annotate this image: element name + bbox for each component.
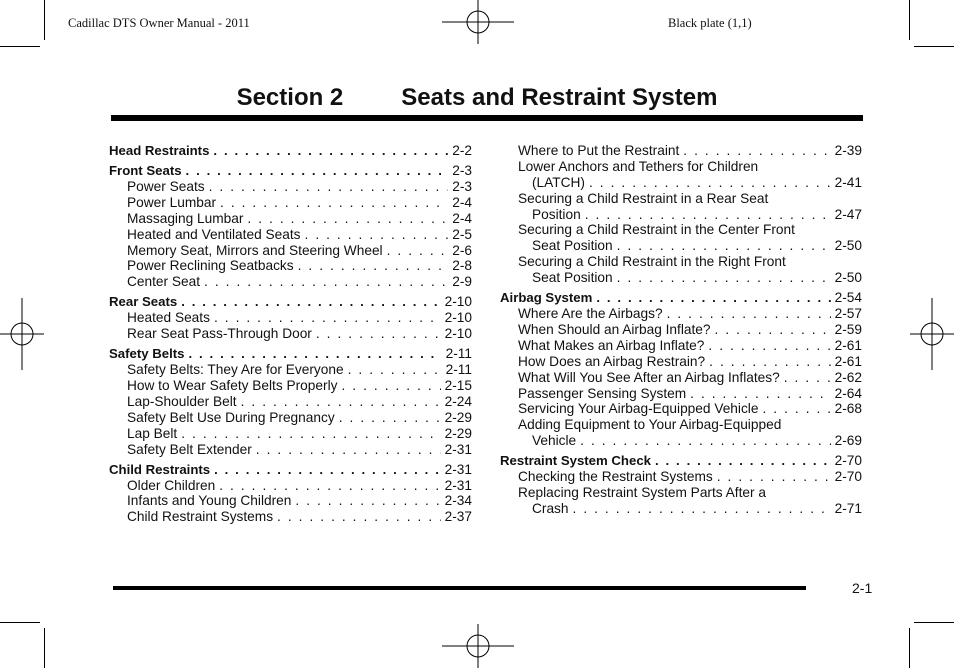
toc-entry[interactable] [109, 294, 472, 310]
toc-leader-dots [596, 290, 830, 306]
toc-leader-dots [219, 478, 440, 494]
toc-entry-page: 2-54 [834, 290, 862, 306]
toc-entry[interactable] [500, 254, 862, 270]
toc-entry-page: 2-71 [834, 500, 862, 516]
toc-entry-title: Rear Seats [109, 294, 178, 310]
toc-entry[interactable] [500, 453, 862, 469]
toc-entry-title: Safety Belts [109, 346, 185, 362]
toc-entry[interactable] [109, 410, 472, 426]
toc-leader-dots [585, 207, 831, 223]
toc-entry[interactable] [109, 211, 472, 227]
toc-entry-page: 2-29 [444, 425, 472, 441]
toc-entry-page: 2-31 [444, 441, 472, 457]
toc-leader-dots [241, 394, 441, 410]
toc-entry[interactable] [109, 442, 472, 458]
toc-entry[interactable] [500, 433, 862, 449]
section-name: Seats and Restraint System [401, 84, 718, 111]
toc-leader-dots [181, 294, 440, 310]
toc-entry-title: Airbag System [500, 290, 593, 306]
toc-entry[interactable] [109, 426, 472, 442]
toc-entry-page: 2-62 [834, 369, 862, 385]
toc-entry[interactable] [109, 227, 472, 243]
toc-entry-page: 2-4 [452, 194, 472, 210]
toc-entry-title: Replacing Restraint System Parts After a [518, 485, 766, 501]
toc-leader-dots [655, 453, 831, 469]
toc-entry-page: 2-50 [834, 270, 862, 286]
toc-entry-page: 2-69 [834, 433, 862, 449]
toc-entry-page: 2-31 [444, 461, 472, 477]
registration-mark-left-icon [0, 298, 46, 370]
toc-entry-title: Lap Belt [127, 425, 178, 441]
toc-entry-page: 2-50 [834, 238, 862, 254]
toc-entry-page: 2-34 [444, 493, 472, 509]
toc-leader-dots [709, 354, 830, 370]
toc-entry-title: Where to Put the Restraint [518, 143, 680, 158]
toc-entry-title: Front Seats [109, 163, 182, 179]
toc-leader-dots [589, 175, 831, 191]
toc-leader-dots [204, 274, 448, 290]
toc-entry[interactable] [500, 338, 862, 354]
toc-leader-dots [617, 270, 831, 286]
toc-column-left [109, 143, 472, 525]
toc-entry[interactable] [109, 163, 472, 179]
toc-leader-dots [387, 243, 449, 259]
toc-entry[interactable] [109, 509, 472, 525]
toc-entry[interactable] [500, 386, 862, 402]
toc-entry-title: Seat Position [532, 270, 613, 286]
toc-entry-page: 2-10 [444, 294, 472, 310]
toc-leader-dots [214, 462, 440, 478]
toc-entry-page: 2-3 [452, 178, 472, 194]
registration-mark-right-icon [908, 298, 954, 370]
toc-entry-page: 2-70 [834, 469, 862, 485]
toc-entry-page: 2-39 [834, 143, 862, 158]
toc-entry[interactable] [500, 354, 862, 370]
toc-entry[interactable] [500, 401, 862, 417]
toc-entry-title: Securing a Child Restraint in the Center Front [518, 222, 795, 238]
toc-entry[interactable] [500, 159, 862, 175]
toc-leader-dots [708, 338, 830, 354]
toc-entry-title: What Will You See After an Airbag Inflates? [518, 369, 780, 385]
toc-entry[interactable] [500, 306, 862, 322]
registration-mark-bottom-icon [442, 622, 514, 668]
toc-entry[interactable] [500, 290, 862, 306]
toc-entry-title: What Makes an Airbag Inflate? [518, 337, 705, 353]
toc-entry-title: Lap-Shoulder Belt [127, 393, 237, 409]
toc-column-right [500, 143, 862, 517]
toc-entry-page: 2-29 [444, 409, 472, 425]
toc-entry[interactable] [500, 501, 862, 517]
crop-mark-bottom-right-horizontal [914, 622, 954, 623]
toc-entry-title: Head Restraints [109, 143, 210, 158]
title-rule [111, 115, 863, 121]
toc-entry-title: Securing a Child Restraint in the Right Front [518, 254, 786, 270]
toc-entry-page: 2-57 [834, 306, 862, 322]
toc-entry-title: Where Are the Airbags? [518, 306, 663, 322]
toc-entry-page: 2-6 [452, 242, 472, 258]
toc-entry-page: 2-15 [444, 378, 472, 394]
toc-entry-page: 2-9 [452, 274, 472, 290]
toc-leader-dots [256, 442, 441, 458]
toc-leader-dots [573, 501, 831, 517]
section-number: Section 2 [236, 84, 344, 111]
toc-entry-page: 2-64 [834, 385, 862, 401]
toc-entry-title: Servicing Your Airbag-Equipped Vehicle [518, 401, 759, 417]
crop-mark-top-right-horizontal [914, 46, 954, 47]
crop-mark-bottom-left-vertical [44, 628, 45, 668]
toc-leader-dots [715, 322, 831, 338]
crop-mark-bottom-left-horizontal [0, 622, 40, 623]
toc-entry-page: 2-31 [444, 477, 472, 493]
toc-entry[interactable] [109, 274, 472, 290]
toc-entry-title: Child Restraint Systems [127, 509, 274, 525]
toc-entry-title: Safety Belt Use During Pregnancy [127, 409, 335, 425]
toc-leader-dots [213, 143, 448, 159]
toc-leader-dots [339, 410, 441, 426]
toc-entry-title: Heated Seats [127, 310, 210, 326]
toc-entry[interactable] [500, 143, 862, 159]
section-title [0, 84, 954, 112]
footer-rule [113, 586, 806, 590]
toc-entry-page: 2-11 [445, 346, 472, 362]
toc-entry[interactable] [109, 326, 472, 342]
toc-entry-title: Infants and Young Children [127, 493, 292, 509]
toc-entry[interactable] [500, 191, 862, 207]
toc-entry[interactable] [109, 243, 472, 259]
toc-entry[interactable] [109, 310, 472, 326]
toc-entry-title: Memory Seat, Mirrors and Steering Wheel [127, 242, 383, 258]
toc-entry-title: (LATCH) [532, 174, 585, 190]
toc-entry-title: Rear Seat Pass-Through Door [127, 326, 312, 342]
toc-entry[interactable] [109, 394, 472, 410]
toc-entry-title: Safety Belts: They Are for Everyone [127, 362, 344, 378]
toc-entry-page: 2-3 [452, 163, 472, 179]
toc-entry-title: Crash [532, 500, 569, 516]
toc-entry-title: Power Lumbar [127, 194, 217, 210]
toc-entry[interactable] [500, 238, 862, 254]
toc-entry-page: 2-61 [834, 337, 862, 353]
toc-entry-title: Power Reclining Seatbacks [127, 258, 294, 274]
toc-entry-title: Heated and Ventilated Seats [127, 226, 301, 242]
crop-mark-top-left-horizontal [0, 46, 40, 47]
toc-entry-title: Safety Belt Extender [127, 441, 252, 457]
toc-entry-page: 2-24 [444, 393, 472, 409]
toc-leader-dots [580, 433, 830, 449]
toc-entry[interactable] [500, 207, 862, 223]
toc-entry-page: 2-37 [444, 509, 472, 525]
toc-entry[interactable] [109, 493, 472, 509]
toc-entry[interactable] [109, 258, 472, 274]
toc-leader-dots [220, 195, 448, 211]
toc-entry-title: Lower Anchors and Tethers for Children [518, 158, 759, 174]
toc-entry[interactable] [109, 346, 472, 362]
toc-entry-title: Restraint System Check [500, 453, 651, 469]
toc-entry-page: 2-8 [452, 258, 472, 274]
toc-entry[interactable] [500, 222, 862, 238]
toc-entry-title: Older Children [127, 477, 216, 493]
toc-leader-dots [277, 509, 441, 525]
toc-entry-page: 2-68 [834, 401, 862, 417]
toc-leader-dots [189, 346, 442, 362]
toc-entry-title: Massaging Lumbar [127, 210, 244, 226]
toc-entry[interactable] [500, 322, 862, 338]
toc-leader-dots [209, 179, 449, 195]
toc-entry-title: How Does an Airbag Restrain? [518, 353, 706, 369]
toc-entry[interactable] [109, 378, 472, 394]
toc-leader-dots [762, 401, 830, 417]
toc-entry-title: Checking the Restraint Systems [518, 469, 713, 485]
toc-entry[interactable] [500, 370, 862, 386]
toc-entry-title: Vehicle [532, 433, 577, 449]
toc-entry-page: 2-10 [444, 310, 472, 326]
toc-leader-dots [298, 258, 449, 274]
toc-entry-title: How to Wear Safety Belts Properly [127, 378, 338, 394]
toc-leader-dots [717, 469, 831, 485]
toc-entry-title: When Should an Airbag Inflate? [518, 321, 711, 337]
toc-entry-page: 2-11 [445, 362, 472, 378]
toc-entry[interactable] [500, 270, 862, 286]
toc-entry-title: Passenger Sensing System [518, 385, 687, 401]
toc-leader-dots [186, 163, 449, 179]
toc-entry[interactable] [109, 362, 472, 378]
toc-leader-dots [181, 426, 440, 442]
toc-entry-page: 2-59 [834, 321, 862, 337]
toc-entry-title: Power Seats [127, 178, 205, 194]
toc-leader-dots [690, 386, 830, 402]
toc-entry[interactable] [109, 143, 472, 159]
toc-entry-page: 2-70 [834, 453, 862, 469]
registration-mark-top-icon [442, 0, 514, 48]
toc-entry-page: 2-47 [834, 206, 862, 222]
toc-leader-dots [667, 306, 831, 322]
toc-entry[interactable] [109, 195, 472, 211]
toc-entry-page: 2-5 [452, 226, 472, 242]
toc-leader-dots [784, 370, 831, 386]
crop-mark-top-left-vertical [44, 0, 45, 40]
toc-entry[interactable] [109, 462, 472, 478]
page-number: 2-1 [852, 580, 873, 596]
toc-entry[interactable] [109, 179, 472, 195]
toc-entry-title: Child Restraints [109, 461, 211, 477]
toc-entry[interactable] [500, 417, 862, 433]
toc-leader-dots [617, 238, 831, 254]
toc-leader-dots [348, 362, 442, 378]
toc-entry[interactable] [500, 485, 862, 501]
toc-entry-title: Adding Equipment to Your Airbag-Equipped [518, 417, 782, 433]
toc-entry-page: 2-41 [834, 174, 862, 190]
crop-mark-top-right-vertical [909, 0, 910, 40]
toc-entry[interactable] [500, 469, 862, 485]
toc-entry-page: 2-4 [452, 210, 472, 226]
toc-leader-dots [295, 493, 440, 509]
running-header-left: Cadillac DTS Owner Manual - 2011 [68, 16, 250, 30]
toc-entry-page: 2-2 [452, 143, 472, 158]
running-header-right: Black plate (1,1) [668, 16, 752, 30]
toc-entry-title: Position [532, 206, 581, 222]
toc-entry-page: 2-10 [444, 326, 472, 342]
toc-leader-dots [305, 227, 449, 243]
toc-entry-title: Securing a Child Restraint in a Rear Seat [518, 190, 769, 206]
crop-mark-bottom-right-vertical [909, 628, 910, 668]
toc-leader-dots [214, 310, 441, 326]
toc-leader-dots [683, 143, 830, 159]
toc-leader-dots [247, 211, 448, 227]
toc-leader-dots [341, 378, 440, 394]
toc-entry[interactable] [500, 175, 862, 191]
toc-entry[interactable] [109, 478, 472, 494]
toc-entry-page: 2-61 [834, 353, 862, 369]
toc-entry-title: Seat Position [532, 238, 613, 254]
toc-entry-title: Center Seat [127, 274, 201, 290]
toc-leader-dots [316, 326, 441, 342]
